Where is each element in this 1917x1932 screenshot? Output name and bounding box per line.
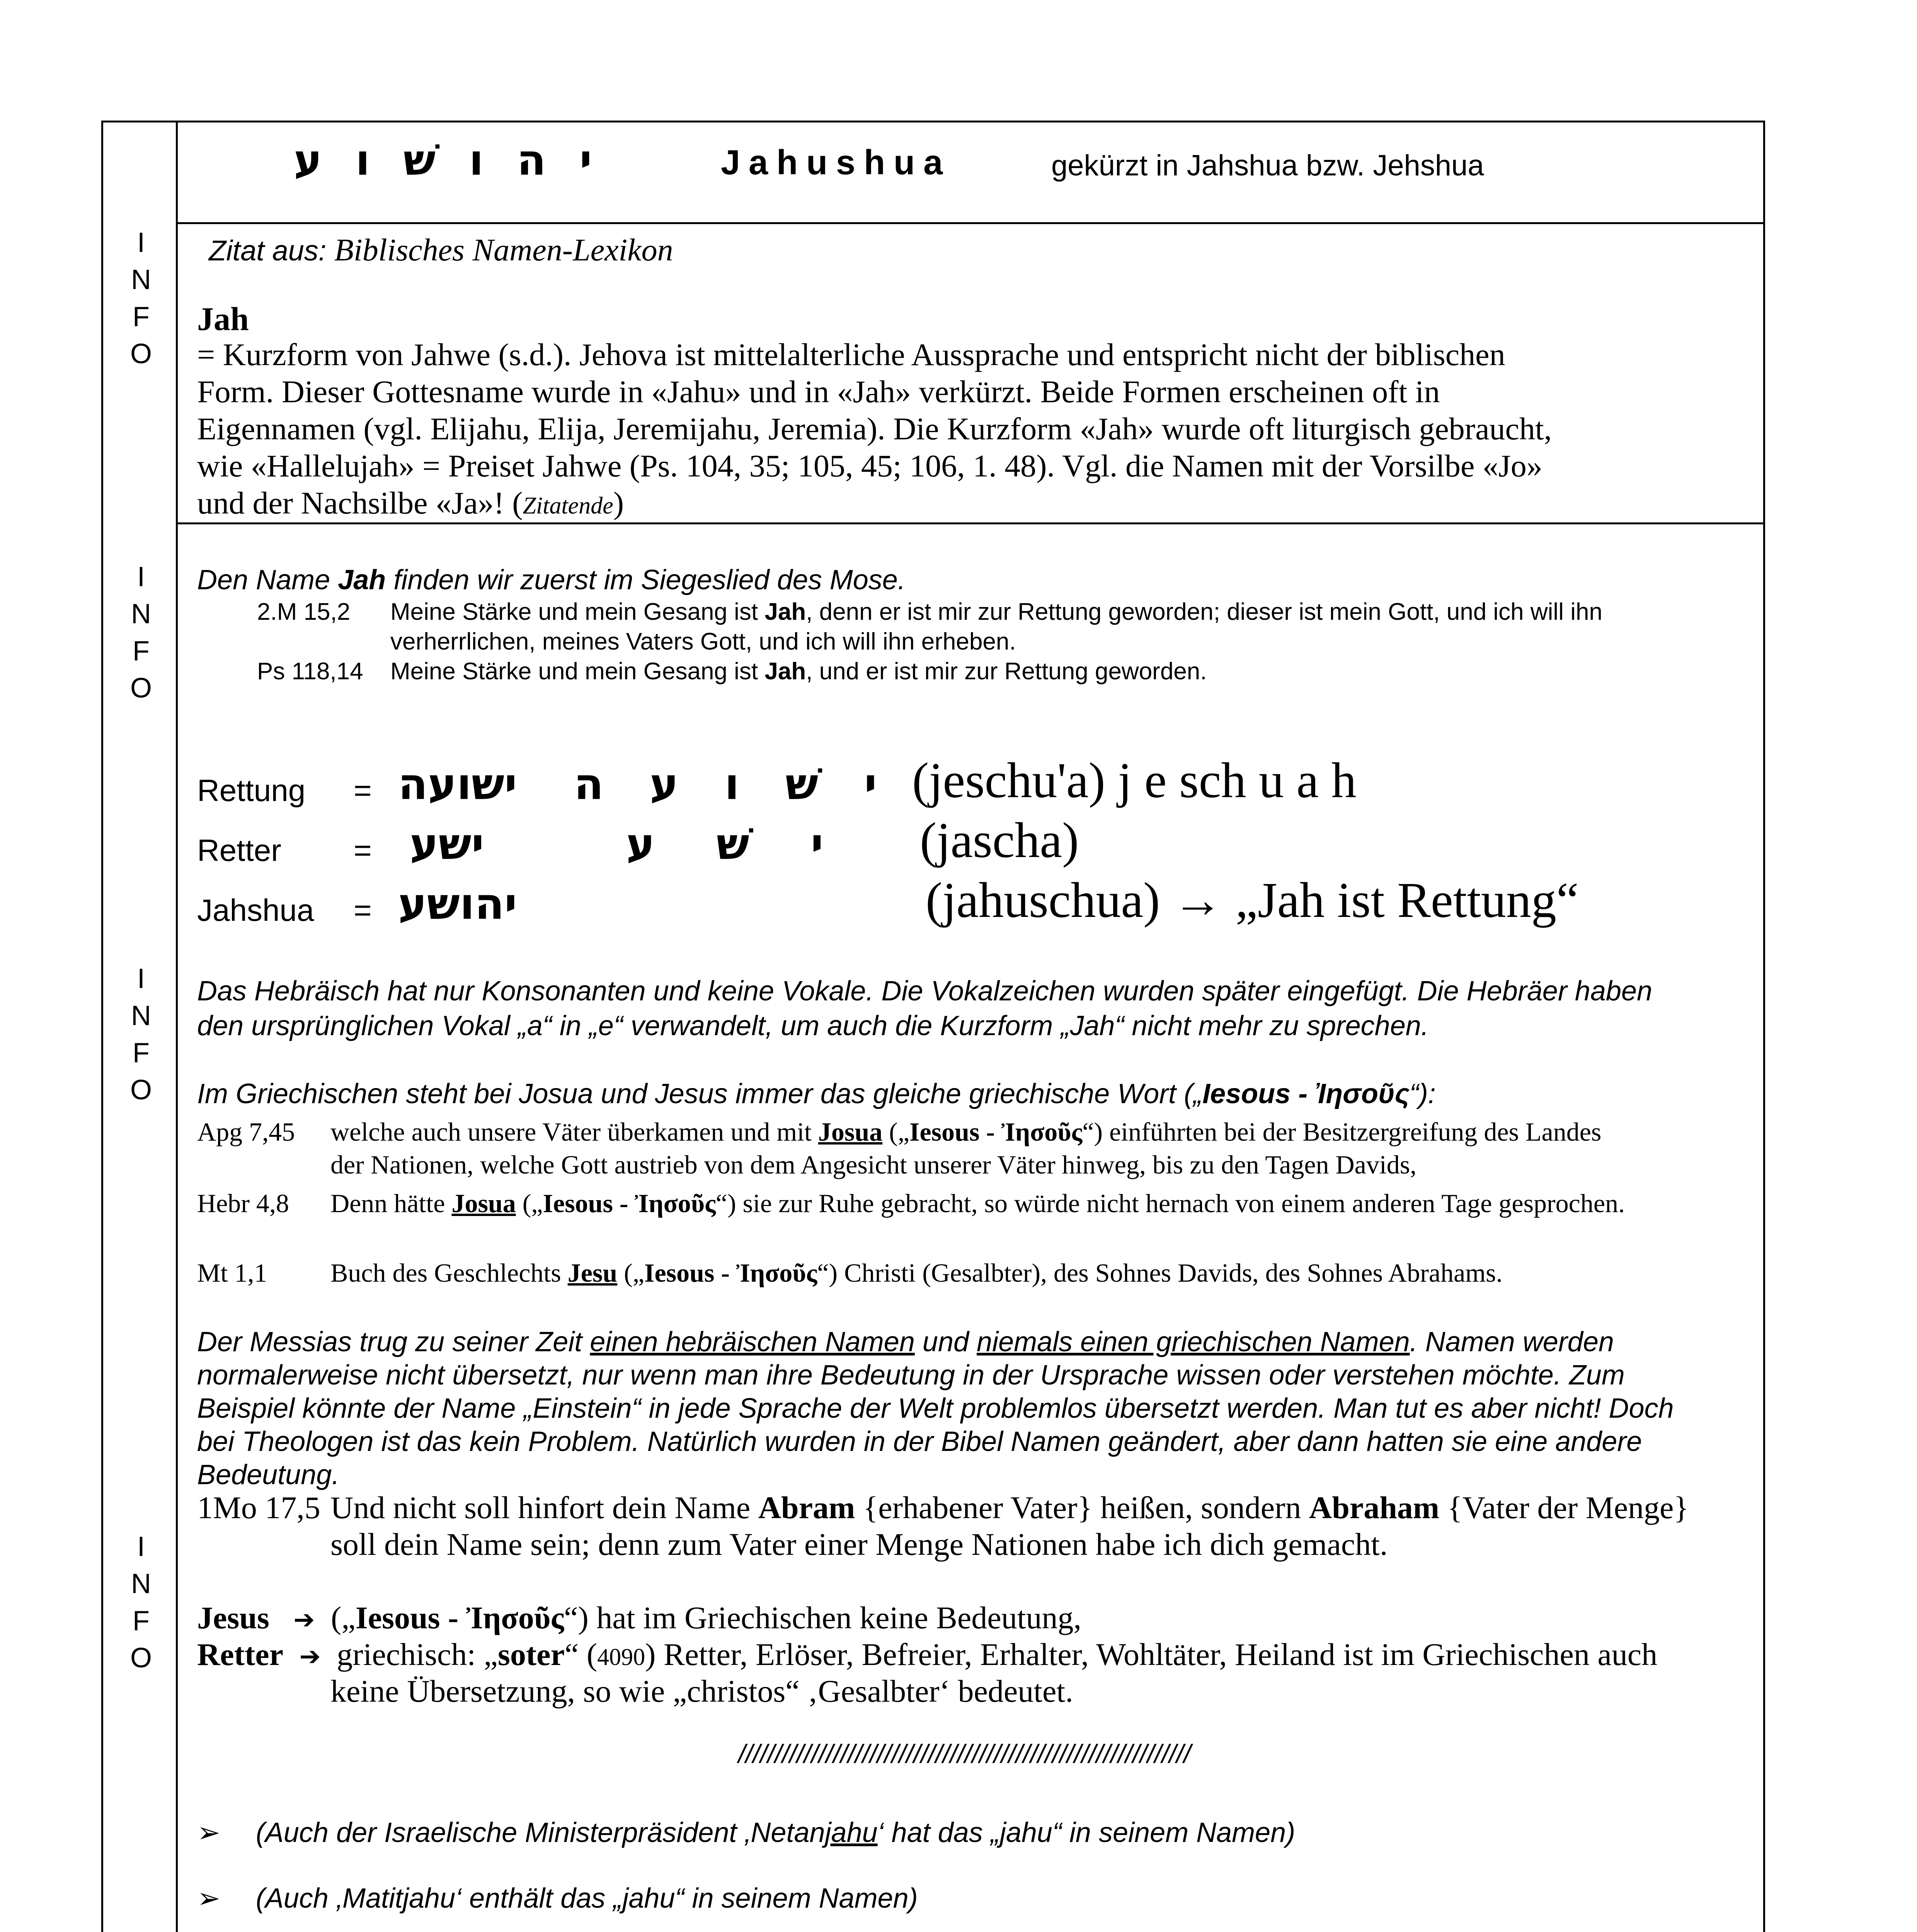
messias-paragraph: Der Messias trug zu seiner Zeit einen hebräischen Namen und niemals einen griechischen Namen. Namen werden normalerweise nicht übersetzt, nur wenn man ihre Bedeutung in der Ursprache wissen oder verstehen möchte. Zum Beispiel könnte der Name „Einstein“ in jede Sprache der Welt problemlos übersetzt werden. Man tut es aber nicht! Doch bei Theologen ist das kein Problem. Natürlich wurden in der Bibel Namen geändert, aber dann hatten sie eine andere Bedeutung. (197, 1327, 1674, 1490)
vowels-paragraph: Das Hebräisch hat nur Konsonanten und keine Vokale. Die Vokalzeichen wurden später eingefügt. Die Hebräer haben den ursprünglichen Vokal „a“ in „e“ verwandelt, um auch die Kurzform „Jah“ nicht mehr zu sprechen. (197, 976, 1653, 1041)
word-hebrew-retter: ישע (410, 819, 484, 869)
bullet-arrow-icon: ➢ (197, 1882, 256, 1914)
messias-verse-cont: soll dein Name sein; denn zum Vater einer Menge Nationen habe ich dich gemacht. (330, 1527, 1388, 1562)
song-verse-1: Meine Stärke und mein Gesang ist Jah, denn er ist mir zur Rettung geworden; dieser ist mein Gott, und ich will ihn (390, 599, 1602, 625)
bullet-matitjahu: ➢ (Auch ‚Matitjahu‘ enthält das „jahu“ in seinem Namen) (197, 1882, 918, 1914)
word-translit-retter: (jascha) (920, 813, 1079, 868)
retter-line-cont: keine Übersetzung, so wie „christos“ ‚Gesalbter‘ bedeutet. (330, 1673, 1073, 1709)
info-column-divider (176, 121, 178, 1932)
separator-1: ////////////////////////////////////////////////////////////// (738, 1739, 1191, 1769)
retter-line: Retter ➔ griechisch: „soter“ (4090) Retter, Erlöser, Befreier, Erhalter, Wohltäter, Heiland ist im Griechischen auch (197, 1637, 1658, 1672)
arrow-right-icon: ➔ (277, 1605, 323, 1634)
messias-ref: 1Mo 17,5 (197, 1490, 320, 1525)
bullet-netanjahu: ➢ (Auch der Israelische Ministerpräsident ‚Netanjahu‘ hat das „jahu“ in seinem Namen) (197, 1816, 1296, 1849)
word-translit-jahshua: (jahuschua) → „Jah ist Rettung“ (926, 872, 1579, 928)
word-letters-retter: י שׁ ע (626, 819, 847, 869)
greek-intro: Im Griechischen steht bei Josua und Jesus immer das gleiche griechische Wort („Iesous - Ἰησοῦς“): (197, 1078, 1436, 1109)
bullet-arrow-icon: ➢ (197, 1816, 256, 1849)
song-verse-ref-2: Ps 118,14 (257, 658, 363, 685)
word-letters-rettung: י שׁ ו ע ה (574, 759, 892, 810)
header-shortened-note: gekürzt in Jahshua bzw. Jehshua (1051, 149, 1484, 182)
header-divider (176, 222, 1765, 224)
greek-ref-1: Apg 7,45 (197, 1117, 295, 1146)
word-label-rettung: Rettung (197, 773, 306, 808)
song-verse-ref-1: 2.M 15,2 (257, 599, 351, 625)
word-hebrew-rettung: ישועה (398, 759, 517, 810)
greek-ref-3: Mt 1,1 (197, 1258, 267, 1287)
greek-verse-2: Denn hätte Josua („Iesous - Ἰησοῦς“) sie zur Ruhe gebracht, so würde nicht hernach von einem anderen Tage gesprochen. (330, 1189, 1625, 1218)
header-hebrew-letters: י ה ו שׁ ו ע (294, 135, 601, 185)
info-label-2: I N F O (130, 561, 152, 704)
greek-verse-3: Buch des Geschlechts Jesu („Iesous - Ἰησοῦς“) Christi (Gesalbter), des Sohnes Davids, des Sohnes Abrahams. (330, 1258, 1503, 1287)
lexicon-quote-heading: Zitat aus: Biblisches Namen-Lexikon (209, 232, 673, 267)
word-eq-rettung: = (354, 773, 372, 808)
word-translit-rettung: (jeschu'a) j e sch u a h (912, 753, 1357, 808)
word-hebrew-jahshua: יהושע (398, 879, 517, 929)
word-label-retter: Retter (197, 833, 281, 867)
lexicon-entry-title: Jah (197, 300, 249, 337)
word-eq-retter: = (354, 833, 372, 867)
greek-verse-1-cont: der Nationen, welche Gott austrieb von dem Angesicht unserer Väter hinweg, bis zu den Tagen Davids, (330, 1150, 1417, 1179)
info-label-1: I N F O (130, 227, 152, 369)
song-verse-1-cont: verherrlichen, meines Vaters Gott, und ich will ihn erheben. (390, 628, 1016, 655)
greek-verse-1: welche auch unsere Väter überkamen und mit Josua („Iesous - Ἰησοῦς“) einführten bei der Besitzergreifung des Landes (330, 1117, 1602, 1146)
greek-ref-2: Hebr 4,8 (197, 1189, 289, 1218)
arrow-right-icon: ➔ (291, 1641, 329, 1671)
song-verse-2: Meine Stärke und mein Gesang ist Jah, und er ist mir zur Rettung geworden. (390, 658, 1207, 685)
header-latin-name: Jahushua (721, 143, 952, 182)
lexicon-text: = Kurzform von Jahwe (s.d.). Jehova ist mittelalterliche Aussprache und entspricht nicht der biblischen Form. Dieser Gottesname wurde in «Jahu» und in «Jah» verkürzt. Beide Formen erscheinen oft in Eigennamen (vgl. Elijahu, Elija, Jeremijahu, Jeremia). Die Kurzform «Jah» wurde oft liturgisch gebraucht, wie «Hallelujah» = Preiset Jahwe (Ps. 104, 35; 105, 45; 106, 1. 48). Vgl. die Namen mit der Vorsilbe «Jo» und der Nachsilbe «Ja»! (Zitatende) (197, 337, 1552, 520)
info-label-3: I N F O (130, 963, 152, 1105)
messias-verse: Und nicht soll hinfort dein Name Abram {erhabener Vater} heißen, sondern Abraham {Vater der Menge} (330, 1490, 1689, 1525)
word-eq-jahshua: = (354, 893, 372, 927)
info-label-4: I N F O (130, 1531, 152, 1673)
word-label-jahshua: Jahshua (197, 893, 314, 927)
jesus-line: Jesus ➔ („Iesous - Ἰησοῦς“) hat im Griechischen keine Bedeutung, (197, 1600, 1081, 1635)
song-intro: Den Name Jah finden wir zuerst im Siegeslied des Mose. (197, 565, 906, 595)
